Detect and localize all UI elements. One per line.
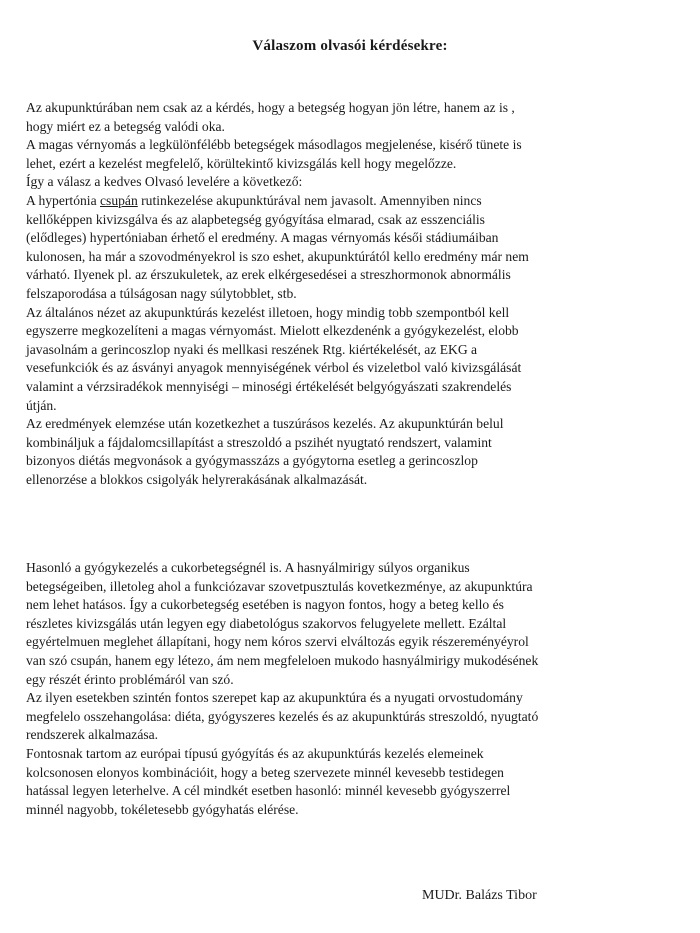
text-line: Az általános nézet az akupunktúrás kezelést illetoen, hogy mindig tobb szempontból kell [26,304,510,320]
text-line: hogy miért ez a betegség valódi oka. [26,118,225,134]
text-line: nem lehet hatásos. Így a cukorbetegség esetében is nagyon fontos, hogy a beteg kello és [26,597,504,613]
body-section-hypertension [26,99,676,489]
text-line: útján. [26,397,57,413]
text-line: minnél nagyobb, tokéletesebb gyógyhatás elérése. [26,801,299,817]
text-line: egyértelmuen meglehet állapítani, hogy nem kóros szervi elváltozás egyik részereményéyrol [26,634,529,650]
document-title: Válaszom olvasói kérdésekre: [252,38,448,54]
text-line: kulonosen, ha már a szovodményekrol is szo eshet, akupunktúrától kello eredmény már nem [26,248,529,264]
text-line: várható. Ilyenek pl. az érszukuletek, az erek elkérgesedései a streszhormonok abnormális [26,267,511,283]
author-signature: MUDr. Balázs Tibor [422,888,537,903]
text-line: betegségeiben, illetoleg ahol a funkciózavar szovetpusztulás kovetkezménye, az akupunktúra [26,578,533,594]
text-line: Hasonló a gyógykezelés a cukorbetegségnél is. A hasnyálmirigy súlyos organikus [26,560,470,575]
text-line: vesefunkciók és az ásványi anyagok mennyiségének vérbol és vizeletbol való kivizsgálását [26,360,522,376]
text-line: Az akupunktúrában nem csak az a kérdés, hogy a betegség hogyan jön létre, hanem az is , [26,100,515,115]
text-line: megfelelo osszehangolása: diéta, gyógyszeres kezelés és az akupunktúrás streszoldó, nyugtató [26,708,539,724]
text-line: bizonyos diétás megvonások a gyógymasszázs a gyógytorna esetleg a gerincoszlop [26,453,478,469]
text-line: kellőképpen kivizsgálva és az alapbetegség gyógyítása elmarad, csak az esszenciális [26,211,485,227]
text-line: Az ilyen esetekben szintén fontos szerepet kap az akupunktúra és a nyugati orvostudomány [26,690,523,706]
text-line: van szó csupán, hanem egy létezo, ám nem megfeleloen mukodo hasnyálmirigy mukodésének [26,652,539,668]
text-line: hatással legyen leterhelve. A cél mindkét esetben hasonló: minnél kevesebb gyógyszerrel [26,783,511,799]
text-line: rendszerek alkalmazása. [26,727,159,743]
text-line: javasolnám a gerincoszlop nyaki és mellkasi reszének Rtg. kiértékelését, az EKG a [26,341,478,357]
text-line: valamint a vérzsiradékok mennyiségi – minoségi értékelését belgyógyászati szakrendelés [26,378,512,394]
text-line: A magas vérnyomás a legkülönfélébb betegségek másodlagos megjelenése, kisérő tünete is [26,137,522,153]
text-line: kolcsonosen elonyos kombinációit, hogy a beteg szervezete minnél kevesebb testidegen [26,764,504,780]
text-line: A hypertónia csupán rutinkezelése akupunktúrával nem javasolt. Amennyiben nincs [26,192,482,208]
text-line: ellenorzése a blokkos csigolyák helyrerakásának alkalmazását. [26,471,368,487]
text-line: Az eredmények elemzése után kozetkezhet a tuszúrásos kezelés. Az akupunktúrán belul [26,416,504,432]
text-line: egyszerre megkozelíteni a magas vérnyomást. Mielott elkezdenénk a gyógykezelést, elobb [26,323,519,339]
text-line: egy részét érinto problémáról van szó. [26,671,234,687]
text-line: Fontosnak tartom az európai típusú gyógyítás és az akupunktúrás kezelés elemeinek [26,745,484,761]
text-line: lehet, ezért a kezelést megfelelő, körültekintő kivizsgálás kell hogy megelőzze. [26,155,457,171]
body-section-diabetes [26,559,676,819]
text-line: felszaporodása a túlságosan nagy súlytobblet, stb. [26,285,297,301]
text-line: részletes kivizsgálás után legyen egy diabetológus szakorvos felugyelete mellett. Ezáltal [26,615,507,631]
text-line: kombináljuk a fájdalomcsillapítást a streszoldó a pszihét nyugtató rendszert, valamint [26,434,492,450]
text-line: Így a válasz a kedves Olvasó levelére a következő: [26,174,303,190]
text-line: (elődleges) hypertóniaban érhető el eredmény. A magas vérnyomás késői stádiumáiban [26,230,499,246]
